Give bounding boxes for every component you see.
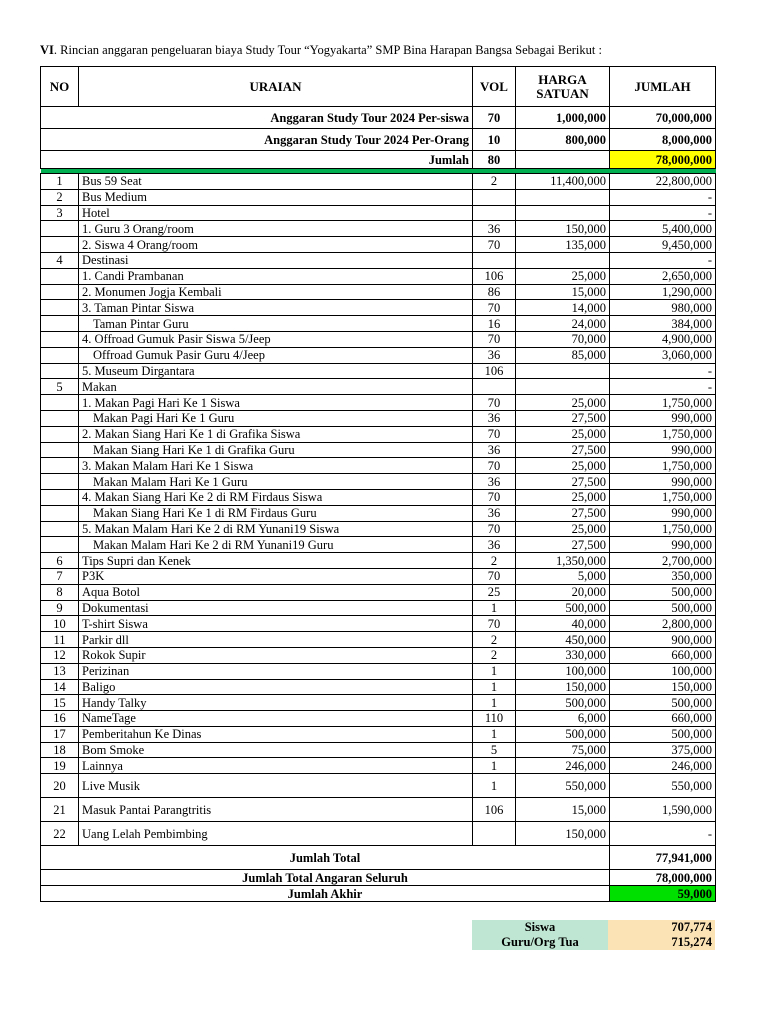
row-no: [41, 316, 79, 332]
row-vol: 70: [473, 331, 516, 347]
table-row: [41, 505, 716, 521]
row-vol: 70: [473, 426, 516, 442]
budget-label: Anggaran Study Tour 2024 Per-Orang: [41, 129, 473, 151]
row-harga: [516, 363, 610, 379]
row-uraian: Lainnya: [79, 758, 473, 774]
col-no-header: NO: [41, 67, 79, 107]
summary-row-siswa: [472, 920, 715, 935]
row-no: 11: [41, 632, 79, 648]
row-vol: 36: [473, 410, 516, 426]
budget-vol: 10: [473, 129, 516, 151]
row-uraian: Bus 59 Seat: [79, 174, 473, 190]
row-uraian: 2. Makan Siang Hari Ke 1 di Grafika Siswa: [79, 426, 473, 442]
table-row: [41, 584, 716, 600]
budget-table: [40, 66, 716, 902]
row-no: [41, 221, 79, 237]
row-uraian: Makan Siang Hari Ke 1 di Grafika Guru: [79, 442, 473, 458]
row-vol: 70: [473, 395, 516, 411]
row-no: 14: [41, 679, 79, 695]
row-harga: 5,000: [516, 568, 610, 584]
row-no: 2: [41, 189, 79, 205]
col-harga-header: HARGA SATUAN: [516, 67, 610, 107]
row-no: [41, 521, 79, 537]
table-row: [41, 189, 716, 205]
table-row: [41, 174, 716, 190]
row-uraian: 1. Makan Pagi Hari Ke 1 Siswa: [79, 395, 473, 411]
row-no: 21: [41, 798, 79, 822]
row-uraian: 5. Makan Malam Hari Ke 2 di RM Yunani19 Siswa: [79, 521, 473, 537]
row-jumlah: 1,750,000: [610, 521, 716, 537]
row-jumlah: 375,000: [610, 742, 716, 758]
table-row: [41, 316, 716, 332]
row-jumlah: 980,000: [610, 300, 716, 316]
row-vol: [473, 252, 516, 268]
row-uraian: Bus Medium: [79, 189, 473, 205]
budget-label: Anggaran Study Tour 2024 Per-siswa: [41, 107, 473, 129]
row-uraian: Live Musik: [79, 774, 473, 798]
header-row: [41, 67, 716, 107]
table-row: [41, 679, 716, 695]
row-vol: 16: [473, 316, 516, 332]
budget-jumlah: 8,000,000: [610, 129, 716, 151]
row-harga: 25,000: [516, 521, 610, 537]
row-harga: 27,500: [516, 474, 610, 490]
row-vol: 36: [473, 537, 516, 553]
row-uraian: Dokumentasi: [79, 600, 473, 616]
table-row: [41, 395, 716, 411]
row-harga: 1,350,000: [516, 553, 610, 569]
table-row: [41, 205, 716, 221]
table-row: [41, 537, 716, 553]
row-jumlah: 500,000: [610, 695, 716, 711]
row-uraian: Parkir dll: [79, 632, 473, 648]
row-harga: 15,000: [516, 284, 610, 300]
table-row: [41, 252, 716, 268]
row-vol: 70: [473, 616, 516, 632]
row-no: [41, 410, 79, 426]
row-no: [41, 505, 79, 521]
table-row: [41, 726, 716, 742]
row-no: 4: [41, 252, 79, 268]
row-jumlah: 990,000: [610, 474, 716, 490]
row-uraian: 4. Offroad Gumuk Pasir Siswa 5/Jeep: [79, 331, 473, 347]
table-row: [41, 758, 716, 774]
row-harga: 500,000: [516, 695, 610, 711]
table-row: [41, 647, 716, 663]
row-harga: 500,000: [516, 726, 610, 742]
row-harga: [516, 379, 610, 395]
row-no: [41, 347, 79, 363]
table-row: [41, 300, 716, 316]
row-jumlah: 350,000: [610, 568, 716, 584]
row-vol: 5: [473, 742, 516, 758]
row-uraian: Makan Malam Hari Ke 1 Guru: [79, 474, 473, 490]
row-uraian: Bom Smoke: [79, 742, 473, 758]
row-uraian: Hotel: [79, 205, 473, 221]
table-row: [41, 331, 716, 347]
row-jumlah: -: [610, 252, 716, 268]
row-vol: [473, 205, 516, 221]
row-harga: 330,000: [516, 647, 610, 663]
row-vol: 1: [473, 663, 516, 679]
row-jumlah: 1,590,000: [610, 798, 716, 822]
row-harga: 70,000: [516, 331, 610, 347]
row-uraian: Makan Pagi Hari Ke 1 Guru: [79, 410, 473, 426]
row-harga: 27,500: [516, 410, 610, 426]
row-uraian: P3K: [79, 568, 473, 584]
row-harga: 550,000: [516, 774, 610, 798]
row-no: 9: [41, 600, 79, 616]
table-row: [41, 237, 716, 253]
row-uraian: 3. Taman Pintar Siswa: [79, 300, 473, 316]
row-harga: 25,000: [516, 426, 610, 442]
row-uraian: Makan Malam Hari Ke 2 di RM Yunani19 Guru: [79, 537, 473, 553]
summary-table: [472, 920, 715, 950]
table-row: [41, 442, 716, 458]
row-harga: 500,000: [516, 600, 610, 616]
row-jumlah: -: [610, 205, 716, 221]
budget-row-per-orang: [41, 129, 716, 151]
summary-label: Guru/Org Tua: [472, 935, 608, 950]
row-no: 19: [41, 758, 79, 774]
table-row: [41, 711, 716, 727]
row-vol: 70: [473, 458, 516, 474]
budget-row-per-siswa: [41, 107, 716, 129]
row-jumlah: 1,750,000: [610, 458, 716, 474]
row-harga: 11,400,000: [516, 174, 610, 190]
row-jumlah: 660,000: [610, 647, 716, 663]
row-vol: 70: [473, 568, 516, 584]
row-uraian: 3. Makan Malam Hari Ke 1 Siswa: [79, 458, 473, 474]
row-no: [41, 363, 79, 379]
table-row: [41, 379, 716, 395]
row-jumlah: 100,000: [610, 663, 716, 679]
row-harga: 40,000: [516, 616, 610, 632]
row-jumlah: 900,000: [610, 632, 716, 648]
budget-vol: 70: [473, 107, 516, 129]
row-jumlah: 2,700,000: [610, 553, 716, 569]
row-vol: [473, 822, 516, 846]
row-harga: [516, 205, 610, 221]
items-body: [41, 174, 716, 846]
row-harga: 450,000: [516, 632, 610, 648]
row-vol: 106: [473, 268, 516, 284]
row-jumlah: 1,290,000: [610, 284, 716, 300]
row-vol: 86: [473, 284, 516, 300]
row-vol: 36: [473, 442, 516, 458]
row-uraian: T-shirt Siswa: [79, 616, 473, 632]
row-jumlah: 246,000: [610, 758, 716, 774]
row-uraian: 1. Guru 3 Orang/room: [79, 221, 473, 237]
row-jumlah: 990,000: [610, 410, 716, 426]
row-vol: 2: [473, 647, 516, 663]
row-no: 6: [41, 553, 79, 569]
akhir-row: [41, 886, 716, 902]
row-uraian: Aqua Botol: [79, 584, 473, 600]
row-vol: 36: [473, 474, 516, 490]
row-no: [41, 458, 79, 474]
row-jumlah: 22,800,000: [610, 174, 716, 190]
row-uraian: Baligo: [79, 679, 473, 695]
row-uraian: 4. Makan Siang Hari Ke 2 di RM Firdaus Siswa: [79, 489, 473, 505]
row-uraian: Makan: [79, 379, 473, 395]
row-jumlah: 9,450,000: [610, 237, 716, 253]
table-row: [41, 798, 716, 822]
table-row: [41, 284, 716, 300]
row-uraian: Perizinan: [79, 663, 473, 679]
row-harga: [516, 189, 610, 205]
row-harga: 25,000: [516, 395, 610, 411]
row-uraian: Masuk Pantai Parangtritis: [79, 798, 473, 822]
row-no: 7: [41, 568, 79, 584]
table-row: [41, 695, 716, 711]
row-vol: 36: [473, 347, 516, 363]
row-no: 1: [41, 174, 79, 190]
row-vol: [473, 189, 516, 205]
budget-jumlah: 70,000,000: [610, 107, 716, 129]
row-jumlah: 2,800,000: [610, 616, 716, 632]
row-jumlah: 660,000: [610, 711, 716, 727]
row-vol: 1: [473, 774, 516, 798]
row-jumlah: 5,400,000: [610, 221, 716, 237]
row-no: 20: [41, 774, 79, 798]
row-vol: 2: [473, 553, 516, 569]
row-harga: 24,000: [516, 316, 610, 332]
row-no: [41, 442, 79, 458]
row-no: [41, 331, 79, 347]
table-row: [41, 600, 716, 616]
row-vol: 70: [473, 489, 516, 505]
table-row: [41, 742, 716, 758]
table-row: [41, 410, 716, 426]
col-vol-header: VOL: [473, 67, 516, 107]
row-vol: 36: [473, 221, 516, 237]
table-row: [41, 221, 716, 237]
row-vol: 1: [473, 695, 516, 711]
budget-label: Jumlah: [41, 151, 473, 169]
row-no: [41, 284, 79, 300]
row-vol: 2: [473, 174, 516, 190]
row-no: [41, 237, 79, 253]
total-row: [41, 846, 716, 870]
table-row: [41, 489, 716, 505]
table-row: [41, 663, 716, 679]
row-harga: 100,000: [516, 663, 610, 679]
row-jumlah: 500,000: [610, 584, 716, 600]
table-row: [41, 347, 716, 363]
table-row: [41, 426, 716, 442]
row-uraian: Uang Lelah Pembimbing: [79, 822, 473, 846]
summary-label: Siswa: [472, 920, 608, 935]
row-harga: 25,000: [516, 458, 610, 474]
row-harga: 27,500: [516, 505, 610, 521]
row-harga: 150,000: [516, 221, 610, 237]
row-no: [41, 268, 79, 284]
row-no: [41, 474, 79, 490]
row-no: 5: [41, 379, 79, 395]
row-jumlah: 1,750,000: [610, 489, 716, 505]
row-uraian: 1. Candi Prambanan: [79, 268, 473, 284]
col-uraian-header: URAIAN: [79, 67, 473, 107]
row-jumlah: 2,650,000: [610, 268, 716, 284]
row-no: 17: [41, 726, 79, 742]
total-value: 77,941,000: [610, 846, 716, 870]
row-vol: 110: [473, 711, 516, 727]
row-harga: 27,500: [516, 537, 610, 553]
row-uraian: Handy Talky: [79, 695, 473, 711]
row-jumlah: 990,000: [610, 505, 716, 521]
row-jumlah: 3,060,000: [610, 347, 716, 363]
row-jumlah: -: [610, 363, 716, 379]
row-harga: 14,000: [516, 300, 610, 316]
col-jumlah-header: JUMLAH: [610, 67, 716, 107]
budget-vol: 80: [473, 151, 516, 169]
summary-value: 715,274: [608, 935, 715, 950]
row-no: [41, 489, 79, 505]
row-uraian: 2. Siswa 4 Orang/room: [79, 237, 473, 253]
table-row: [41, 553, 716, 569]
angaran-row: [41, 870, 716, 886]
row-harga: 150,000: [516, 679, 610, 695]
row-uraian: Tips Supri dan Kenek: [79, 553, 473, 569]
row-vol: 70: [473, 521, 516, 537]
row-vol: 1: [473, 600, 516, 616]
row-harga: 27,500: [516, 442, 610, 458]
row-no: 12: [41, 647, 79, 663]
table-row: [41, 774, 716, 798]
row-jumlah: -: [610, 822, 716, 846]
angaran-label: Jumlah Total Angaran Seluruh: [41, 870, 610, 886]
row-no: 3: [41, 205, 79, 221]
row-harga: 20,000: [516, 584, 610, 600]
row-uraian: 2. Monumen Jogja Kembali: [79, 284, 473, 300]
total-label: Jumlah Total: [41, 846, 610, 870]
row-vol: 1: [473, 758, 516, 774]
row-vol: 1: [473, 679, 516, 695]
row-uraian: Taman Pintar Guru: [79, 316, 473, 332]
row-jumlah: 4,900,000: [610, 331, 716, 347]
budget-harga: 1,000,000: [516, 107, 610, 129]
row-harga: [516, 252, 610, 268]
heading-text: . Rincian anggaran pengeluaran biaya Study Tour “Yogyakarta” SMP Bina Harapan Bangsa Sebagai Berikut :: [53, 43, 602, 57]
row-no: 10: [41, 616, 79, 632]
summary-value: 707,774: [608, 920, 715, 935]
budget-harga: 800,000: [516, 129, 610, 151]
row-jumlah: 150,000: [610, 679, 716, 695]
row-harga: 75,000: [516, 742, 610, 758]
row-no: [41, 300, 79, 316]
row-jumlah: 1,750,000: [610, 395, 716, 411]
row-uraian: Rokok Supir: [79, 647, 473, 663]
row-uraian: Makan Siang Hari Ke 1 di RM Firdaus Guru: [79, 505, 473, 521]
row-vol: 1: [473, 726, 516, 742]
row-vol: 106: [473, 363, 516, 379]
row-jumlah: 550,000: [610, 774, 716, 798]
row-jumlah: 990,000: [610, 537, 716, 553]
table-row: [41, 474, 716, 490]
table-row: [41, 521, 716, 537]
row-no: [41, 426, 79, 442]
row-jumlah: 500,000: [610, 600, 716, 616]
table-row: [41, 268, 716, 284]
row-no: 15: [41, 695, 79, 711]
row-uraian: Offroad Gumuk Pasir Guru 4/Jeep: [79, 347, 473, 363]
table-row: [41, 458, 716, 474]
row-harga: 246,000: [516, 758, 610, 774]
row-no: 13: [41, 663, 79, 679]
row-jumlah: 1,750,000: [610, 426, 716, 442]
budget-jumlah-highlight: 78,000,000: [610, 151, 716, 169]
budget-harga: [516, 151, 610, 169]
row-uraian: Destinasi: [79, 252, 473, 268]
budget-row-jumlah: [41, 151, 716, 169]
row-harga: 6,000: [516, 711, 610, 727]
table-row: [41, 822, 716, 846]
row-jumlah: 384,000: [610, 316, 716, 332]
row-harga: 25,000: [516, 268, 610, 284]
row-uraian: NameTage: [79, 711, 473, 727]
row-vol: 2: [473, 632, 516, 648]
row-no: 16: [41, 711, 79, 727]
table-row: [41, 568, 716, 584]
heading-number: VI: [40, 43, 54, 57]
row-harga: 135,000: [516, 237, 610, 253]
row-no: 18: [41, 742, 79, 758]
angaran-value: 78,000,000: [610, 870, 716, 886]
page-heading: [40, 43, 740, 58]
row-vol: [473, 379, 516, 395]
akhir-value: 59,000: [610, 886, 716, 902]
table-row: [41, 632, 716, 648]
table-row: [41, 616, 716, 632]
row-jumlah: -: [610, 189, 716, 205]
row-no: 22: [41, 822, 79, 846]
row-jumlah: 990,000: [610, 442, 716, 458]
row-no: [41, 537, 79, 553]
row-vol: 106: [473, 798, 516, 822]
row-jumlah: -: [610, 379, 716, 395]
row-uraian: 5. Museum Dirgantara: [79, 363, 473, 379]
row-uraian: Pemberitahun Ke Dinas: [79, 726, 473, 742]
row-harga: 15,000: [516, 798, 610, 822]
row-vol: 70: [473, 300, 516, 316]
row-no: 8: [41, 584, 79, 600]
row-harga: 25,000: [516, 489, 610, 505]
row-harga: 85,000: [516, 347, 610, 363]
row-jumlah: 500,000: [610, 726, 716, 742]
row-vol: 25: [473, 584, 516, 600]
row-harga: 150,000: [516, 822, 610, 846]
summary-row-guru: [472, 935, 715, 950]
row-vol: 70: [473, 237, 516, 253]
row-no: [41, 395, 79, 411]
akhir-label: Jumlah Akhir: [41, 886, 610, 902]
table-row: [41, 363, 716, 379]
row-vol: 36: [473, 505, 516, 521]
